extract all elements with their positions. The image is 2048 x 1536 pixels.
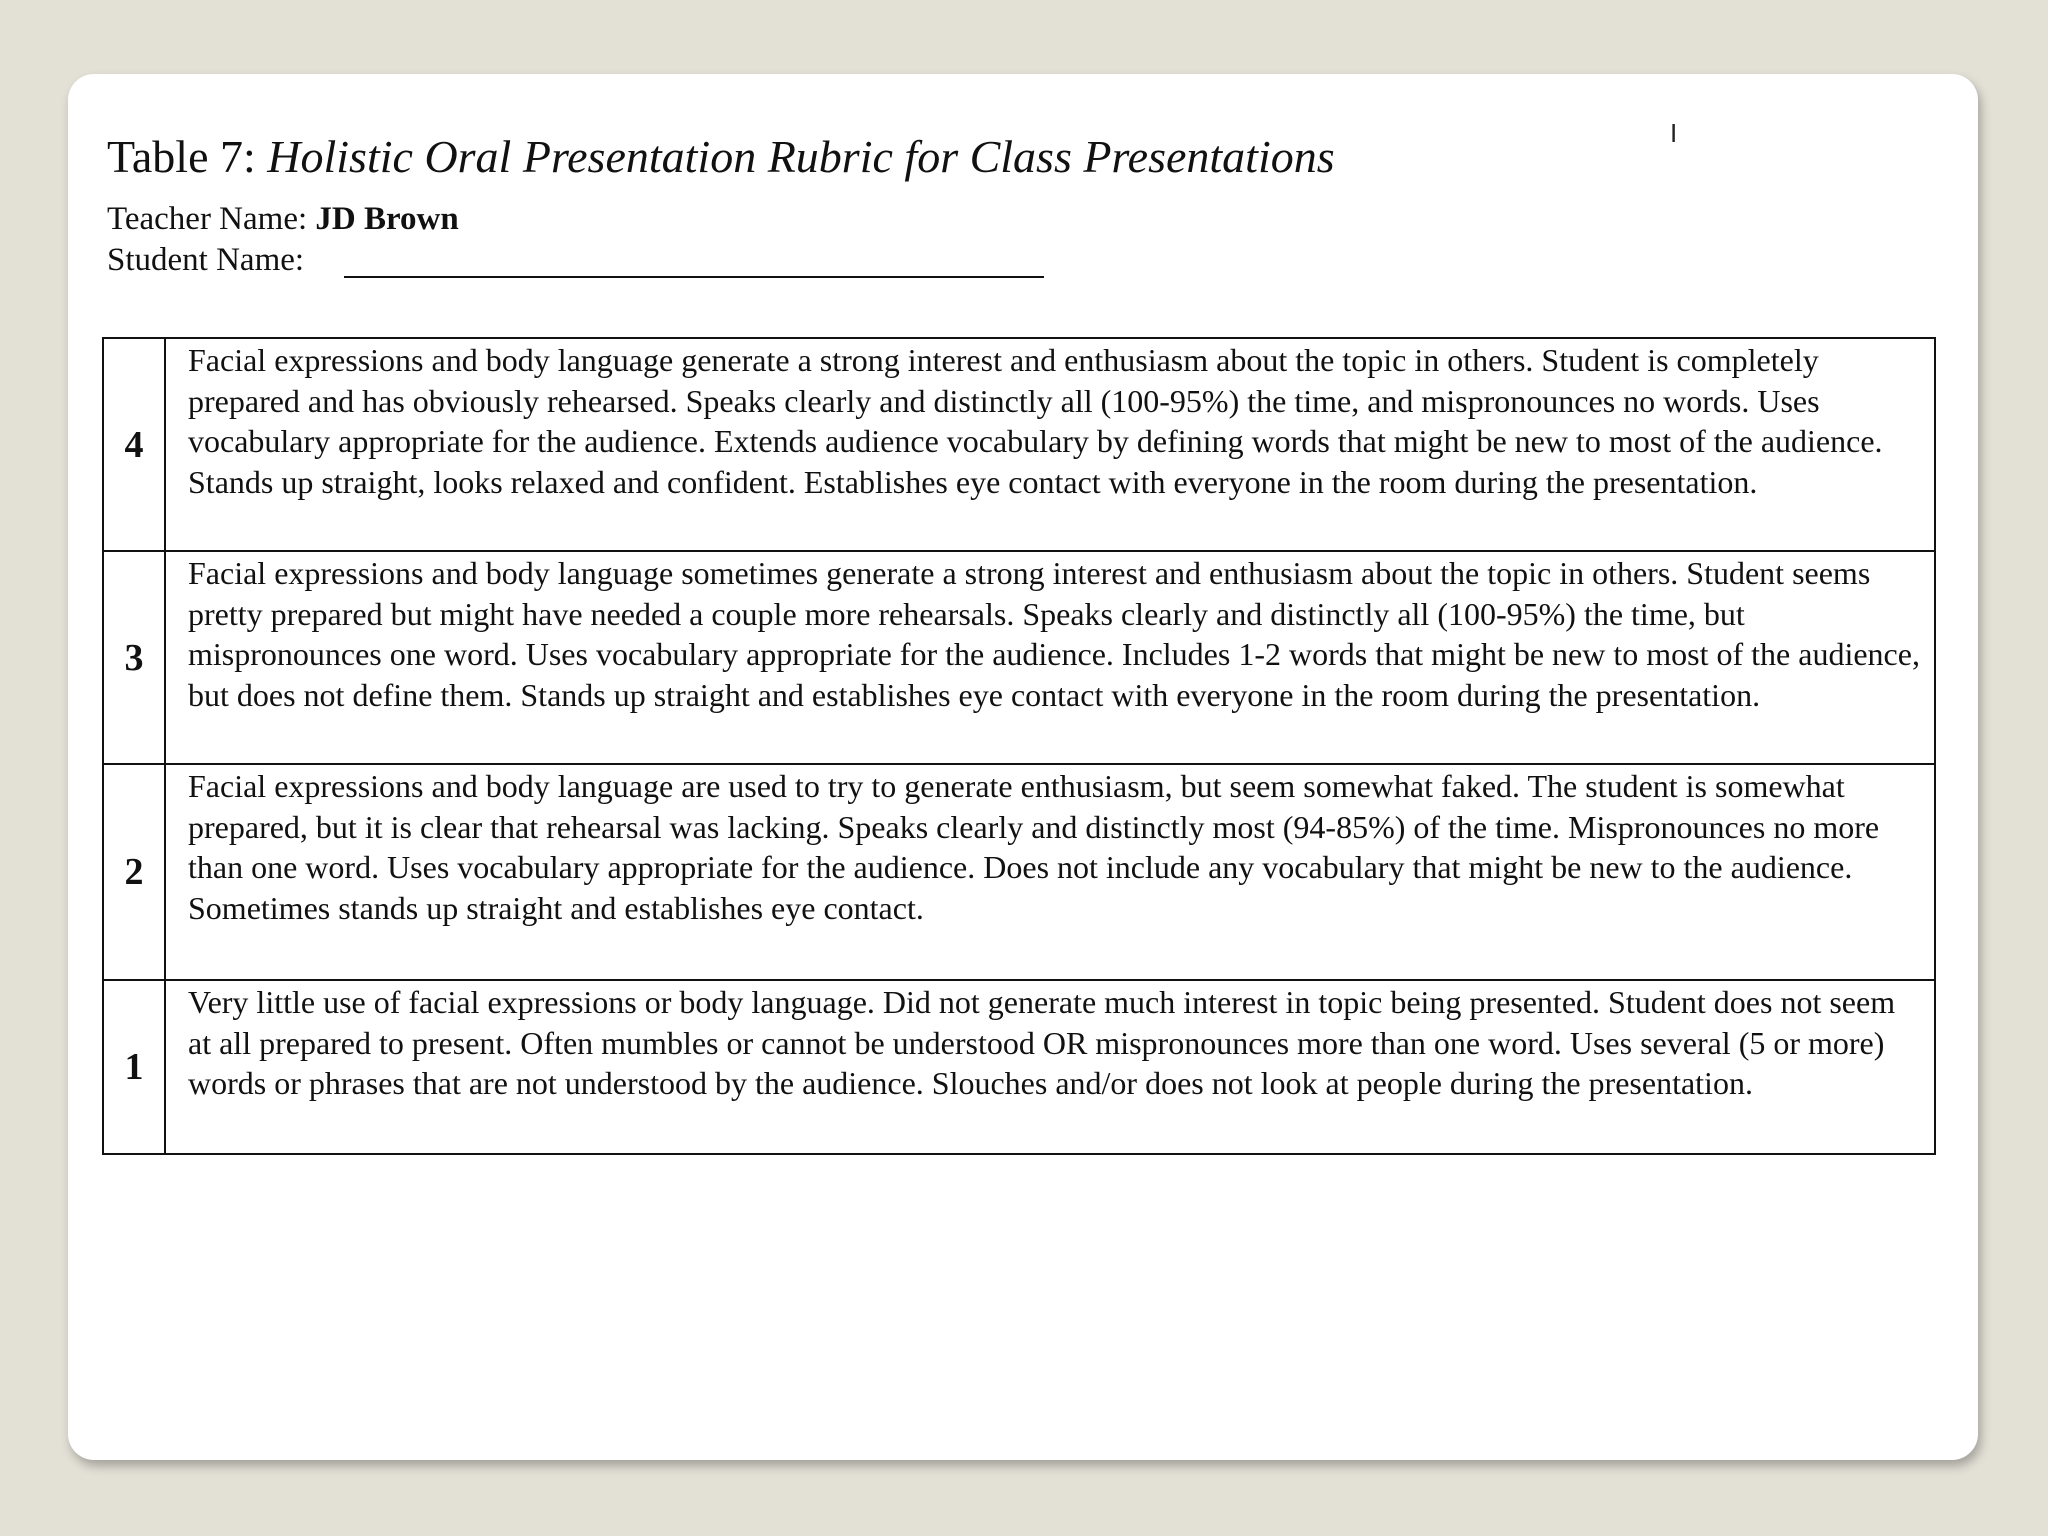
teacher-label: Teacher Name:: [107, 201, 316, 237]
title-prefix: Table 7:: [107, 131, 268, 182]
rubric-row-2: [103, 764, 1935, 980]
description-cell: Facial expressions and body language generate a strong interest and enthusiasm about the topic in others. Student is completely prepared and has obviously rehearsed. Speaks clearly and distinctly all (100-95%) the time, and mispronounces no words. Uses vocabulary appropriate for the audience. Extends audience vocabulary by defining words that might be new to most of the audience. Stands up straight, looks relaxed and confident. Establishes eye contact with everyone in the room during the presentation.: [165, 338, 1935, 551]
description-cell: Facial expressions and body language are used to try to generate enthusiasm, but seem somewhat faked. The student is somewhat prepared, but it is clear that rehearsal was lacking. Speaks clearly and distinctly most (94-85%) of the time. Mispronounces no more than one word. Uses vocabulary appropriate for the audience. Does not include any vocabulary that might be new to the audience. Sometimes stands up straight and establishes eye contact.: [165, 764, 1935, 980]
teacher-name-line: [107, 201, 459, 237]
text-cursor: I: [1670, 118, 1678, 148]
score-cell: 4: [103, 338, 165, 551]
score-cell: 3: [103, 551, 165, 764]
score-cell: 2: [103, 764, 165, 980]
rubric-row-3: [103, 551, 1935, 764]
rubric-table: [102, 337, 1936, 1155]
title-italic: Holistic Oral Presentation Rubric for Class Presentations: [267, 131, 1335, 182]
page-title: [107, 132, 1335, 183]
description-cell: Very little use of facial expressions or body language. Did not generate much interest in topic being presented. Student does not seem at all prepared to present. Often mumbles or cannot be understood OR mispronounces more than one word. Uses several (5 or more) words or phrases that are not understood by the audience. Slouches and/or does not look at people during the presentation.: [165, 980, 1935, 1154]
rubric-row-1: [103, 980, 1935, 1154]
rubric-row-4: [103, 338, 1935, 551]
student-label: Student Name:: [107, 242, 305, 278]
student-name-line: [107, 242, 1044, 278]
score-cell: 1: [103, 980, 165, 1154]
description-cell: Facial expressions and body language sometimes generate a strong interest and enthusiasm about the topic in others. Student seems pretty prepared but might have needed a couple more rehearsals. Speaks clearly and distinctly all (100-95%) the time, but mispronounces one word. Uses vocabulary appropriate for the audience. Includes 1-2 words that might be new to most of the audience, but does not define them. Stands up straight and establishes eye contact with everyone in the room during the presentation.: [165, 551, 1935, 764]
teacher-name: JD Brown: [315, 201, 459, 237]
student-name-blank: [344, 248, 1044, 278]
slide-page: [68, 74, 1978, 1460]
